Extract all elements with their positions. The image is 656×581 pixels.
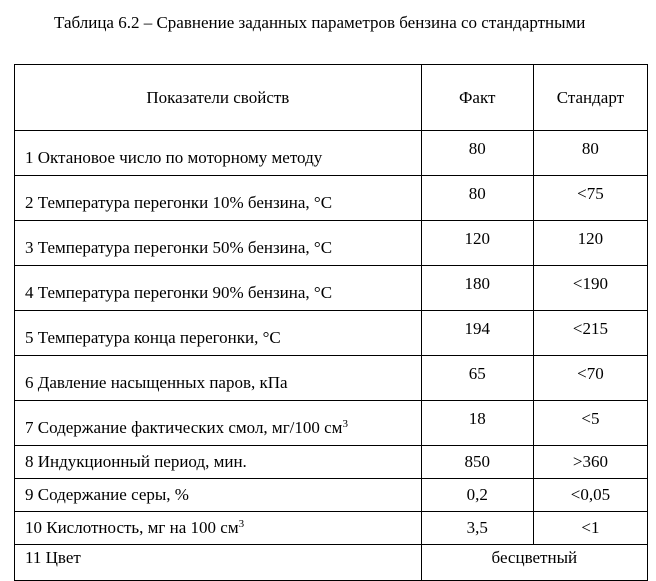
- superscript: 3: [238, 518, 245, 530]
- fact-value: 194: [421, 311, 533, 356]
- fact-value: 3,5: [421, 512, 533, 545]
- standard-value: 80: [533, 131, 647, 176]
- standard-value: <215: [533, 311, 647, 356]
- standard-value: <190: [533, 266, 647, 311]
- table-row: [15, 356, 648, 401]
- fact-value: 80: [421, 131, 533, 176]
- property-name: 3 Температура перегонки 50% бензина, °С: [15, 221, 422, 266]
- fact-value: 65: [421, 356, 533, 401]
- header-property: Показатели свойств: [15, 65, 422, 131]
- table-row: [15, 446, 648, 479]
- property-name: 4 Температура перегонки 90% бензина, °С: [15, 266, 422, 311]
- fact-value: 0,2: [421, 479, 533, 512]
- table-row: [15, 311, 648, 356]
- property-name: 9 Содержание серы, %: [15, 479, 422, 512]
- table-row: [15, 512, 648, 545]
- standard-value: >360: [533, 446, 647, 479]
- standard-value: <1: [533, 512, 647, 545]
- property-name: 6 Давление насыщенных паров, кПа: [15, 356, 422, 401]
- table-row: [15, 479, 648, 512]
- standard-value: <5: [533, 401, 647, 446]
- property-name: 5 Температура конца перегонки, °С: [15, 311, 422, 356]
- header-standard: Стандарт: [533, 65, 647, 131]
- property-name-text: 7 Содержание фактических смол, мг/100 см: [25, 418, 343, 437]
- fact-value: 18: [421, 401, 533, 446]
- property-name: 1 Октановое число по моторному методу: [15, 131, 422, 176]
- property-name: 2 Температура перегонки 10% бензина, °С: [15, 176, 422, 221]
- standard-value: <70: [533, 356, 647, 401]
- property-name: [15, 401, 422, 446]
- standard-value: <0,05: [533, 479, 647, 512]
- property-name: 8 Индукционный период, мин.: [15, 446, 422, 479]
- table-caption: Таблица 6.2 – Сравнение заданных параметров бензина со стандартными: [54, 13, 586, 32]
- table-row: [15, 176, 648, 221]
- standard-value: 120: [533, 221, 647, 266]
- fact-value: 80: [421, 176, 533, 221]
- property-name-text: 10 Кислотность, мг на 100 см: [25, 518, 239, 537]
- property-name: [15, 512, 422, 545]
- table-header-row: [15, 65, 648, 131]
- merged-value: бесцветный: [421, 545, 647, 581]
- table-row: [15, 131, 648, 176]
- table-row: [15, 401, 648, 446]
- header-fact: Факт: [421, 65, 533, 131]
- fact-value: 850: [421, 446, 533, 479]
- table-row: [15, 221, 648, 266]
- property-name: 11 Цвет: [15, 545, 422, 581]
- superscript: 3: [342, 418, 348, 430]
- fact-value: 120: [421, 221, 533, 266]
- table-row: [15, 266, 648, 311]
- table-row: [15, 545, 648, 581]
- fact-value: 180: [421, 266, 533, 311]
- comparison-table: [14, 64, 648, 581]
- standard-value: <75: [533, 176, 647, 221]
